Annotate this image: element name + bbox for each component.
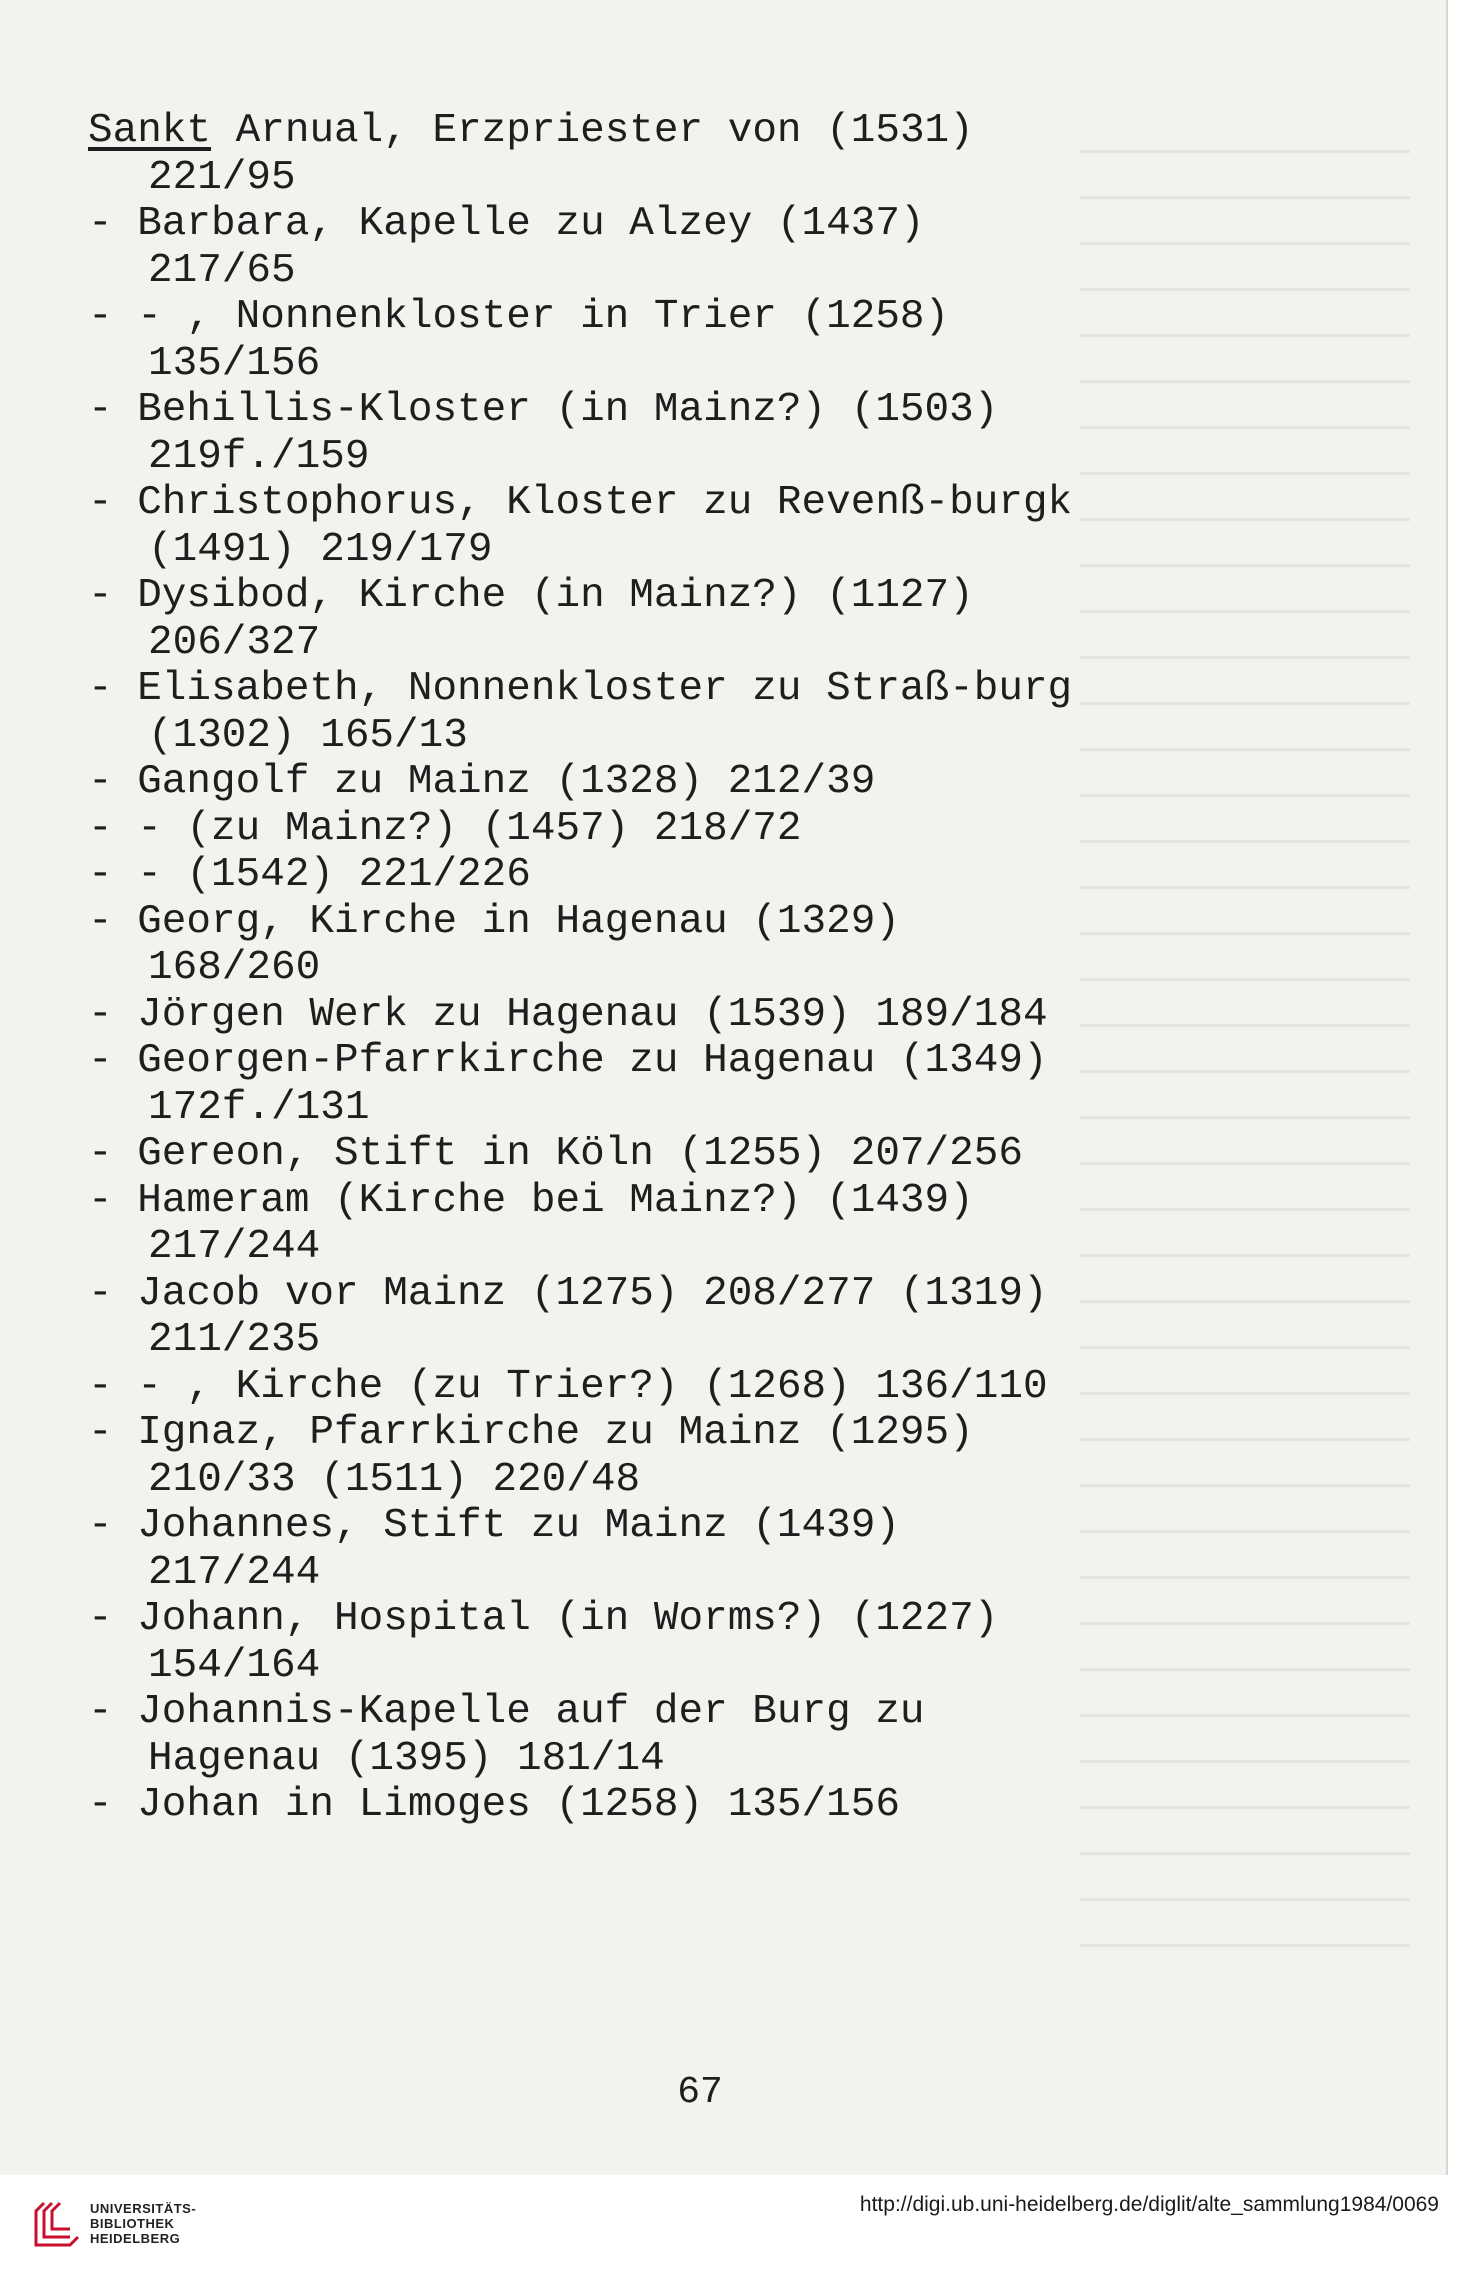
entry-head-word: Sankt — [88, 108, 212, 154]
footer-bar — [0, 2175, 1457, 2281]
index-entry — [88, 1503, 1088, 1596]
entry-text: - Gangolf zu Mainz (1328) 212/39 — [88, 759, 876, 805]
entry-text: - Christophorus, Kloster zu Revenß-burgk (1491) 219/179 — [88, 480, 1097, 573]
index-entry — [88, 759, 1088, 806]
library-name-line: BIBLIOTHEK — [90, 2216, 175, 2231]
index-entry — [88, 1410, 1088, 1503]
index-entry — [88, 806, 1088, 853]
index-entry — [88, 1271, 1088, 1364]
entry-text: - Georgen-Pfarrkirche zu Hagenau (1349) 172f./131 — [88, 1038, 1073, 1131]
entry-text: - Ignaz, Pfarrkirche zu Mainz (1295) 210/33 (1511) 220/48 — [88, 1410, 999, 1503]
index-entry — [88, 899, 1088, 992]
index-entry — [88, 1038, 1088, 1131]
source-url-link[interactable]: http://digi.ub.uni-heidelberg.de/diglit/alte_sammlung1984/0069 — [859, 2193, 1439, 2216]
entry-text: - Jacob vor Mainz (1275) 208/277 (1319) 211/235 — [88, 1270, 1073, 1363]
entry-text: - Hameram (Kirche bei Mainz?) (1439) 217/244 — [88, 1177, 999, 1270]
index-entry — [88, 387, 1088, 480]
index-entry — [88, 1364, 1088, 1411]
entry-text: - Johannis-Kapelle auf der Burg zu Hagenau (1395) 181/14 — [88, 1689, 950, 1782]
library-name-line: HEIDELBERG — [90, 2231, 181, 2246]
index-entry — [88, 1689, 1088, 1782]
entry-text: - Johann, Hospital (in Worms?) (1227) 154/164 — [88, 1596, 1023, 1689]
index-entry — [88, 1782, 1088, 1829]
entry-text: Arnual, Erzpriester von (1531) 221/95 — [148, 108, 999, 201]
index-entry — [88, 992, 1088, 1039]
entry-text: - - , Nonnenkloster in Trier (1258) 135/156 — [88, 294, 974, 387]
entry-text: - Jörgen Werk zu Hagenau (1539) 189/184 — [88, 991, 1048, 1038]
index-entry — [88, 852, 1088, 899]
index-entry — [88, 1178, 1088, 1271]
index-entry — [88, 1596, 1088, 1689]
entry-text: - Behillis-Kloster (in Mainz?) (1503) 219f./159 — [88, 387, 1023, 480]
entry-text: - - (zu Mainz?) (1457) 218/72 — [88, 805, 802, 852]
index-entry — [88, 201, 1088, 294]
index-entry-list — [88, 108, 1097, 1829]
entry-text: - Dysibod, Kirche (in Mainz?) (1127) 206/327 — [88, 573, 999, 666]
page-number: 67 — [677, 2071, 723, 2114]
library-name-line: UNIVERSITÄTS- — [90, 2201, 197, 2216]
index-entry — [88, 573, 1088, 666]
entry-text: - Gereon, Stift in Köln (1255) 207/256 — [88, 1131, 1023, 1177]
index-entry — [88, 666, 1097, 759]
index-entry — [88, 1131, 1088, 1178]
entry-text: - Elisabeth, Nonnenkloster zu Straß-burg (1302) 165/13 — [88, 666, 1097, 759]
index-entry — [88, 480, 1097, 573]
library-name — [90, 2201, 196, 2246]
entry-text: - - (1542) 221/226 — [88, 852, 531, 898]
index-entry — [88, 294, 1088, 387]
entry-text: - - , Kirche (zu Trier?) (1268) 136/110 — [88, 1363, 1048, 1410]
entry-text: - Johannes, Stift zu Mainz (1439) 217/244 — [88, 1503, 925, 1596]
show-through-text — [1080, 150, 1410, 1980]
entry-text: - Barbara, Kapelle zu Alzey (1437) 217/65 — [88, 201, 950, 294]
index-entry — [88, 108, 1088, 201]
ub-heidelberg-logo-icon — [30, 2195, 88, 2253]
entry-text: - Georg, Kirche in Hagenau (1329) 168/260 — [88, 898, 925, 991]
entry-text: - Johan in Limoges (1258) 135/156 — [88, 1782, 900, 1828]
